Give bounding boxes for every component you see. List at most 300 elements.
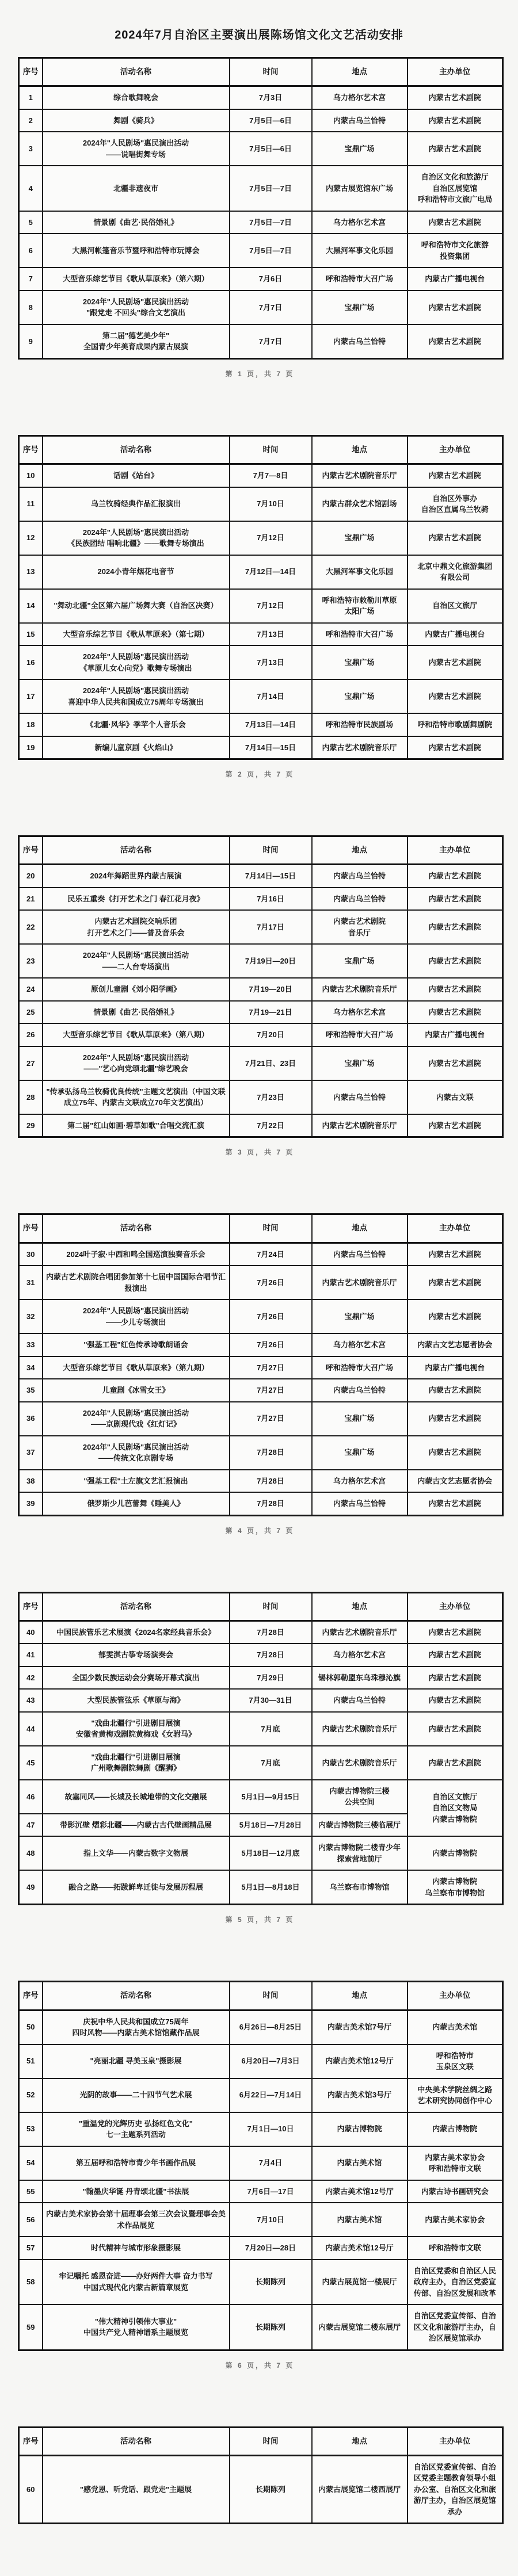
cell-organizer: 内蒙古美术家协会 xyxy=(407,2203,503,2237)
cell-place: 呼和浩特市大召广场 xyxy=(312,1023,407,1046)
cell-activity-name: 庆祝中华人民共和国成立75周年 四时风物——内蒙古美术馆馆藏作品展 xyxy=(43,2010,230,2044)
column-header-col-activity-name: 活动名称 xyxy=(43,836,230,865)
cell-no: 34 xyxy=(19,1356,43,1379)
cell-time: 7月27日 xyxy=(230,1379,312,1402)
cell-no: 13 xyxy=(19,555,43,589)
cell-no: 21 xyxy=(19,888,43,911)
cell-time: 5月1日—9月15日 xyxy=(230,1780,312,1814)
cell-activity-name: 2024年"人民剧场"惠民演出活动 ——少儿专场演出 xyxy=(43,1300,230,1333)
cell-organizer: 内蒙古艺术剧院 xyxy=(407,291,503,324)
table-row xyxy=(19,109,503,132)
cell-no: 52 xyxy=(19,2078,43,2112)
cell-time: 7月24日 xyxy=(230,1243,312,1266)
table-row xyxy=(19,132,503,166)
cell-no: 1 xyxy=(19,86,43,109)
page-number-label: 第 5 页，共 7 页 xyxy=(225,1916,295,1924)
cell-place: 内蒙古博物院 xyxy=(312,2112,407,2146)
table-row xyxy=(19,86,503,109)
cell-no: 47 xyxy=(19,1814,43,1837)
table-row xyxy=(19,1436,503,1470)
table-row xyxy=(19,1836,503,1870)
cell-place: 宝鼎广场 xyxy=(312,1300,407,1333)
cell-organizer: 内蒙古艺术剧院 xyxy=(407,1667,503,1690)
cell-no: 11 xyxy=(19,487,43,521)
cell-activity-name: 情景剧《曲艺·民俗婚礼》 xyxy=(43,211,230,234)
cell-activity-name: 全国少数民族运动会分赛场开幕式演出 xyxy=(43,1667,230,1690)
cell-place: 锡林郭勒盟东乌珠穆沁旗 xyxy=(312,1667,407,1690)
cell-time: 7月26日 xyxy=(230,1266,312,1300)
cell-time: 7月13日—14日 xyxy=(230,713,312,736)
table-row xyxy=(19,464,503,487)
cell-time: 7月28日 xyxy=(230,1470,312,1493)
cell-time: 7月13日 xyxy=(230,645,312,679)
table-body xyxy=(19,2455,503,2524)
cell-organizer: 北京中鼎文化旅游集团 有限公司 xyxy=(407,555,503,589)
cell-no: 55 xyxy=(19,2180,43,2203)
cell-place: 内蒙古乌兰恰特 xyxy=(312,1492,407,1515)
cell-no: 23 xyxy=(19,944,43,978)
cell-time: 7月10日 xyxy=(230,487,312,521)
table-body xyxy=(19,2010,503,2350)
cell-time: 7月7日 xyxy=(230,324,312,359)
table-header xyxy=(19,1982,503,2010)
cell-place: 内蒙古乌兰恰特 xyxy=(312,324,407,359)
cell-activity-name: 故塞同风——长城及长城地带的文化交融展 xyxy=(43,1780,230,1814)
cell-place: 内蒙古博物院三楼临展厅 xyxy=(312,1814,407,1837)
cell-time: 7月19日—20日 xyxy=(230,944,312,978)
document-page-5 xyxy=(18,1592,502,1925)
table-body xyxy=(19,464,503,759)
cell-place: 内蒙古展览馆东广场 xyxy=(312,166,407,211)
cell-organizer: 内蒙古广播电视台 xyxy=(407,267,503,291)
cell-organizer: 中央美术学院丝绸之路 艺术研究协同创作中心 xyxy=(407,2078,503,2112)
cell-no: 8 xyxy=(19,291,43,324)
cell-no: 39 xyxy=(19,1492,43,1515)
table-row xyxy=(19,2146,503,2180)
document-page-1 xyxy=(18,57,502,379)
cell-organizer: 内蒙古艺术剧院 xyxy=(407,1379,503,1402)
column-header-col-place: 地点 xyxy=(312,1982,407,2010)
cell-activity-name: 俄罗斯少儿芭蕾舞《睡美人》 xyxy=(43,1492,230,1515)
cell-organizer: 内蒙古文联 xyxy=(407,1080,503,1114)
column-header-col-no: 序号 xyxy=(19,1982,43,2010)
column-header-col-no: 序号 xyxy=(19,1592,43,1620)
cell-no: 40 xyxy=(19,1620,43,1644)
cell-place: 内蒙古美术馆7号厅 xyxy=(312,2010,407,2044)
cell-organizer: 内蒙古艺术剧院 xyxy=(407,1644,503,1667)
table-row xyxy=(19,1667,503,1690)
cell-time: 7月1日—10日 xyxy=(230,2112,312,2146)
cell-activity-name: 大型音乐综艺节目《歌从草原来》（第九期） xyxy=(43,1356,230,1379)
column-header-col-organizer: 主办单位 xyxy=(407,1982,503,2010)
cell-place: 宝鼎广场 xyxy=(312,1046,407,1080)
cell-no: 56 xyxy=(19,2203,43,2237)
cell-activity-name: 大型民族管弦乐《草原与海》 xyxy=(43,1689,230,1712)
cell-place: 大黑河军事文化乐园 xyxy=(312,234,407,267)
cell-no: 5 xyxy=(19,211,43,234)
cell-place: 宝鼎广场 xyxy=(312,1402,407,1436)
header-row xyxy=(19,2427,503,2455)
cell-no: 14 xyxy=(19,589,43,623)
cell-time: 7月5日—6日 xyxy=(230,132,312,166)
cell-time: 7月28日 xyxy=(230,1436,312,1470)
cell-time: 7月27日 xyxy=(230,1402,312,1436)
cell-organizer: 内蒙古艺术剧院 xyxy=(407,1402,503,1436)
cell-activity-name: 儿童剧《冰雪女王》 xyxy=(43,1379,230,1402)
cell-organizer: 呼和浩特市文联 xyxy=(407,2237,503,2260)
cell-no: 28 xyxy=(19,1080,43,1114)
cell-activity-name: 原创儿童剧《刘小阳学画》 xyxy=(43,978,230,1001)
column-header-col-place: 地点 xyxy=(312,58,407,86)
table-row xyxy=(19,2455,503,2524)
cell-place: 内蒙古艺术剧院音乐厅 xyxy=(312,736,407,759)
table-body xyxy=(19,1243,503,1515)
column-header-col-time: 时间 xyxy=(230,58,312,86)
cell-time: 7月28日 xyxy=(230,1644,312,1667)
cell-no: 35 xyxy=(19,1379,43,1402)
cell-place: 呼和浩特市大召广场 xyxy=(312,623,407,646)
cell-time: 7月29日 xyxy=(230,1667,312,1690)
header-row xyxy=(19,58,503,86)
table-row xyxy=(19,267,503,291)
schedule-table xyxy=(18,2426,504,2525)
cell-organizer: 内蒙古美术馆 xyxy=(407,2010,503,2044)
cell-place: 呼和浩特市大召广场 xyxy=(312,267,407,291)
cell-place: 内蒙古博物院三楼 公共空间 xyxy=(312,1780,407,1814)
cell-activity-name: 情景剧《曲艺·民俗婚礼》 xyxy=(43,1001,230,1024)
cell-no: 54 xyxy=(19,2146,43,2180)
table-row xyxy=(19,521,503,555)
cell-time: 7月22日 xyxy=(230,1114,312,1137)
cell-no: 37 xyxy=(19,1436,43,1470)
table-row xyxy=(19,1712,503,1746)
document-page-4 xyxy=(18,1213,502,1535)
table-row xyxy=(19,910,503,944)
page-number-label: 第 3 页，共 7 页 xyxy=(225,1148,295,1157)
cell-activity-name: 2024年"人民剧场"惠民演出活动 《草原儿女心向党》歌舞专场演出 xyxy=(43,645,230,679)
table-body xyxy=(19,865,503,1137)
cell-activity-name: 民乐五重奏《打开艺术之门 春江花月夜》 xyxy=(43,888,230,911)
cell-no: 53 xyxy=(19,2112,43,2146)
header-row xyxy=(19,435,503,464)
column-header-col-no: 序号 xyxy=(19,58,43,86)
table-body xyxy=(19,1620,503,1905)
cell-no: 49 xyxy=(19,1870,43,1905)
cell-time: 7月6日—17日 xyxy=(230,2180,312,2203)
cell-time: 7月20日—28日 xyxy=(230,2237,312,2260)
cell-time: 7月14日 xyxy=(230,679,312,713)
cell-time: 7月底 xyxy=(230,1712,312,1746)
cell-organizer: 内蒙古广播电视台 xyxy=(407,623,503,646)
cell-organizer: 自治区外事办 自治区直属乌兰牧骑 xyxy=(407,487,503,521)
cell-no: 58 xyxy=(19,2260,43,2305)
table-header xyxy=(19,1592,503,1620)
table-row xyxy=(19,1746,503,1780)
cell-organizer: 自治区党委和自治区人民政府主办，自治区党委宣传部、自治区发展和改革 xyxy=(407,2260,503,2305)
cell-activity-name: 内蒙古艺术剧院合唱团参加第十七届中国国际合唱节汇报演出 xyxy=(43,1266,230,1300)
page-number-label: 第 4 页，共 7 页 xyxy=(225,1526,295,1535)
cell-time: 6月22日—7月14日 xyxy=(230,2078,312,2112)
cell-activity-name: 2024小青年烟花电音节 xyxy=(43,555,230,589)
cell-place: 内蒙古乌兰恰特 xyxy=(312,1080,407,1114)
cell-organizer: 内蒙古艺术剧院 xyxy=(407,1436,503,1470)
cell-no: 33 xyxy=(19,1333,43,1356)
cell-place: 内蒙古乌兰恰特 xyxy=(312,1243,407,1266)
cell-organizer: 内蒙古艺术剧院 xyxy=(407,1620,503,1644)
cell-place: 内蒙古艺术剧院音乐厅 xyxy=(312,464,407,487)
cell-no: 2 xyxy=(19,109,43,132)
cell-activity-name: "伟大精神引领伟大事业" 中国共产党人精神谱系主题展览 xyxy=(43,2304,230,2350)
cell-activity-name: "传承弘扬乌兰牧骑优良传统"主题文艺演出（中国文联成立75年、内蒙古文联成立70年文艺演出） xyxy=(43,1080,230,1114)
column-header-col-time: 时间 xyxy=(230,836,312,865)
cell-place: 内蒙古美术馆12号厅 xyxy=(312,2237,407,2260)
table-row xyxy=(19,1470,503,1493)
cell-place: 内蒙古艺术剧院 音乐厅 xyxy=(312,910,407,944)
cell-time: 7月12日—14日 xyxy=(230,555,312,589)
table-row xyxy=(19,1300,503,1333)
cell-activity-name: 大型音乐综艺节目《歌从草原来》（第六期） xyxy=(43,267,230,291)
cell-organizer: 内蒙古艺术剧院 xyxy=(407,978,503,1001)
column-header-col-activity-name: 活动名称 xyxy=(43,1592,230,1620)
cell-activity-name: 2024年"人民剧场"惠民演出活动 ——京剧现代戏《红灯记》 xyxy=(43,1402,230,1436)
cell-place: 内蒙古艺术剧院音乐厅 xyxy=(312,1712,407,1746)
table-row xyxy=(19,1379,503,1402)
cell-place: 内蒙古展览馆一楼展厅 xyxy=(312,2260,407,2305)
column-header-col-place: 地点 xyxy=(312,2427,407,2455)
cell-place: 宝鼎广场 xyxy=(312,645,407,679)
cell-organizer: 内蒙古艺术剧院 xyxy=(407,86,503,109)
cell-time: 7月4日 xyxy=(230,2146,312,2180)
cell-place: 乌兰察布市博物馆 xyxy=(312,1870,407,1905)
column-header-col-no: 序号 xyxy=(19,836,43,865)
cell-organizer: 内蒙古艺术剧院 xyxy=(407,132,503,166)
header-row xyxy=(19,1592,503,1620)
cell-time: 5月1日—8月18日 xyxy=(230,1870,312,1905)
cell-place: 内蒙古乌兰恰特 xyxy=(312,109,407,132)
cell-organizer: 自治区文化和旅游厅 自治区展览馆 呼和浩特市文旅广电局 xyxy=(407,166,503,211)
cell-place: 乌力格尔艺术宫 xyxy=(312,1644,407,1667)
cell-organizer: 自治区党委宣传部、自治区文化和旅游厅主办，自治区展览馆承办 xyxy=(407,2304,503,2350)
cell-organizer: 呼和浩特市歌剧舞剧院 xyxy=(407,713,503,736)
cell-organizer: 内蒙古艺术剧院 xyxy=(407,1712,503,1746)
pages-container xyxy=(0,57,518,2524)
cell-place: 乌力格尔艺术宫 xyxy=(312,86,407,109)
header-row xyxy=(19,1214,503,1243)
cell-time: 7月14日—15日 xyxy=(230,736,312,759)
cell-place: 宝鼎广场 xyxy=(312,944,407,978)
cell-activity-name: 2024叶子寂·中西和鸣全国巡演独奏音乐会 xyxy=(43,1243,230,1266)
table-row xyxy=(19,1492,503,1515)
cell-activity-name: 牢记嘱托 感恩奋进——办好两件大事 奋力书写 中国式现代化内蒙古新篇章展览 xyxy=(43,2260,230,2305)
table-row xyxy=(19,865,503,888)
cell-place: 乌力格尔艺术宫 xyxy=(312,211,407,234)
column-header-col-time: 时间 xyxy=(230,435,312,464)
cell-place: 乌力格尔艺术宫 xyxy=(312,1470,407,1493)
cell-organizer: 内蒙古艺术剧院 xyxy=(407,1114,503,1137)
cell-time: 7月5日—7日 xyxy=(230,234,312,267)
cell-time: 7月12日 xyxy=(230,589,312,623)
cell-activity-name: 2024年"人民剧场"惠民演出活动 ——传统文化京剧专场 xyxy=(43,1436,230,1470)
table-row xyxy=(19,1023,503,1046)
cell-no: 48 xyxy=(19,1836,43,1870)
cell-no: 15 xyxy=(19,623,43,646)
table-row xyxy=(19,1356,503,1379)
cell-organizer: 内蒙古艺术剧院 xyxy=(407,1492,503,1515)
column-header-col-time: 时间 xyxy=(230,2427,312,2455)
cell-activity-name: 大型音乐综艺节目《歌从草原来》（第七期） xyxy=(43,623,230,646)
table-row xyxy=(19,2078,503,2112)
table-row xyxy=(19,736,503,759)
cell-organizer: 内蒙古艺术剧院 xyxy=(407,464,503,487)
cell-organizer: 内蒙古艺术剧院 xyxy=(407,679,503,713)
cell-organizer: 呼和浩特市文化旅游 投资集团 xyxy=(407,234,503,267)
table-row xyxy=(19,1620,503,1644)
cell-time: 7月28日 xyxy=(230,1620,312,1644)
column-header-col-organizer: 主办单位 xyxy=(407,836,503,865)
cell-activity-name: 带影沉壁 熠彩北疆——内蒙古古代壁画精品展 xyxy=(43,1814,230,1837)
cell-place: 内蒙古乌兰恰特 xyxy=(312,888,407,911)
cell-time: 7月17日 xyxy=(230,910,312,944)
table-row xyxy=(19,1046,503,1080)
column-header-col-time: 时间 xyxy=(230,1214,312,1243)
table-row xyxy=(19,589,503,623)
cell-no: 12 xyxy=(19,521,43,555)
cell-activity-name: "感党恩、听党话、跟党走"主题展 xyxy=(43,2455,230,2524)
cell-place: 内蒙古艺术剧院音乐厅 xyxy=(312,1746,407,1780)
cell-place: 内蒙古艺术剧院音乐厅 xyxy=(312,1620,407,1644)
cell-no: 27 xyxy=(19,1046,43,1080)
cell-time: 7月16日 xyxy=(230,888,312,911)
cell-no: 18 xyxy=(19,713,43,736)
cell-place: 内蒙古乌兰恰特 xyxy=(312,1689,407,1712)
table-row xyxy=(19,2260,503,2305)
cell-no: 30 xyxy=(19,1243,43,1266)
cell-no: 16 xyxy=(19,645,43,679)
cell-activity-name: 2024年"人民剧场"惠民演出活动 ——二人台专场演出 xyxy=(43,944,230,978)
table-row xyxy=(19,1001,503,1024)
cell-no: 31 xyxy=(19,1266,43,1300)
cell-place: 内蒙古美术馆12号厅 xyxy=(312,2180,407,2203)
table-row xyxy=(19,487,503,521)
cell-activity-name: 第五届呼和浩特市青少年书画作品展 xyxy=(43,2146,230,2180)
cell-time: 7月7—8日 xyxy=(230,464,312,487)
cell-place: 呼和浩特市敕勒川草原 太阳广场 xyxy=(312,589,407,623)
cell-no: 20 xyxy=(19,865,43,888)
cell-place: 内蒙古美术馆 xyxy=(312,2146,407,2180)
cell-place: 乌力格尔艺术宫 xyxy=(312,1333,407,1356)
cell-time: 7月26日 xyxy=(230,1333,312,1356)
cell-time: 7月30—31日 xyxy=(230,1689,312,1712)
cell-organizer: 内蒙古艺术剧院 xyxy=(407,1243,503,1266)
table-row xyxy=(19,1243,503,1266)
cell-activity-name: 2024年"人民剧场"惠民演出活动 《民族团结 唱响北疆》——歌舞专场演出 xyxy=(43,521,230,555)
cell-time: 长期陈列 xyxy=(230,2455,312,2524)
cell-time: 7月5日—7日 xyxy=(230,211,312,234)
cell-place: 宝鼎广场 xyxy=(312,132,407,166)
table-header xyxy=(19,2427,503,2455)
cell-organizer: 呼和浩特市 玉泉区文联 xyxy=(407,2044,503,2078)
cell-organizer: 内蒙古文艺志愿者协会 xyxy=(407,1333,503,1356)
cell-time: 7月23日 xyxy=(230,1080,312,1114)
cell-no: 3 xyxy=(19,132,43,166)
column-header-col-no: 序号 xyxy=(19,2427,43,2455)
column-header-col-activity-name: 活动名称 xyxy=(43,435,230,464)
cell-organizer: 内蒙古艺术剧院 xyxy=(407,1266,503,1300)
table-row xyxy=(19,623,503,646)
cell-place: 内蒙古展览馆二楼西展厅 xyxy=(312,2455,407,2524)
cell-no: 4 xyxy=(19,166,43,211)
cell-place: 内蒙古美术馆 xyxy=(312,2203,407,2237)
table-row xyxy=(19,1333,503,1356)
cell-time: 7月19—20日 xyxy=(230,978,312,1001)
column-header-col-organizer: 主办单位 xyxy=(407,435,503,464)
cell-time: 7月7日 xyxy=(230,291,312,324)
table-header xyxy=(19,435,503,464)
column-header-col-time: 时间 xyxy=(230,1592,312,1620)
cell-no: 57 xyxy=(19,2237,43,2260)
cell-activity-name: 《北疆·风华》季苹个人音乐会 xyxy=(43,713,230,736)
cell-time: 7月5日—6日 xyxy=(230,109,312,132)
schedule-table xyxy=(18,435,504,760)
cell-activity-name: 中国民族管乐艺术展演《2024名家经典音乐会》 xyxy=(43,1620,230,1644)
cell-place: 内蒙古艺术剧院音乐厅 xyxy=(312,1266,407,1300)
cell-organizer: 内蒙古艺术剧院 xyxy=(407,888,503,911)
cell-no: 50 xyxy=(19,2010,43,2044)
header-row xyxy=(19,836,503,865)
schedule-table xyxy=(18,57,504,360)
cell-place: 宝鼎广场 xyxy=(312,1436,407,1470)
column-header-col-place: 地点 xyxy=(312,1592,407,1620)
cell-activity-name: 舞剧《骑兵》 xyxy=(43,109,230,132)
cell-activity-name: 话剧《站台》 xyxy=(43,464,230,487)
cell-activity-name: 大黑河帐篷音乐节暨呼和浩特市玩博会 xyxy=(43,234,230,267)
cell-activity-name: "亮丽北疆 寻美玉泉"摄影展 xyxy=(43,2044,230,2078)
cell-activity-name: 融合之路——拓跋鲜卑迁徙与发展历程展 xyxy=(43,1870,230,1905)
cell-no: 6 xyxy=(19,234,43,267)
cell-no: 60 xyxy=(19,2455,43,2524)
table-header xyxy=(19,1214,503,1243)
cell-place: 内蒙古美术馆3号厅 xyxy=(312,2078,407,2112)
document-page-2 xyxy=(18,435,502,779)
cell-place: 宝鼎广场 xyxy=(312,679,407,713)
cell-no: 46 xyxy=(19,1780,43,1814)
table-row xyxy=(19,713,503,736)
cell-organizer: 内蒙古博物院 xyxy=(407,1836,503,1870)
column-header-col-organizer: 主办单位 xyxy=(407,58,503,86)
cell-place: 内蒙古艺术剧院音乐厅 xyxy=(312,978,407,1001)
cell-time: 7月21日、23日 xyxy=(230,1046,312,1080)
table-row xyxy=(19,679,503,713)
cell-no: 45 xyxy=(19,1746,43,1780)
cell-place: 内蒙古乌兰恰特 xyxy=(312,865,407,888)
cell-organizer: 内蒙古艺术剧院 xyxy=(407,944,503,978)
cell-no: 7 xyxy=(19,267,43,291)
table-header xyxy=(19,58,503,86)
cell-no: 44 xyxy=(19,1712,43,1746)
table-row xyxy=(19,1266,503,1300)
cell-activity-name: 指上文华——内蒙古数字文物展 xyxy=(43,1836,230,1870)
cell-organizer: 内蒙古美术家协会 呼和浩特市文联 xyxy=(407,2146,503,2180)
table-row xyxy=(19,645,503,679)
document-page-3 xyxy=(18,835,502,1157)
cell-no: 36 xyxy=(19,1402,43,1436)
cell-organizer: 内蒙古艺术剧院 xyxy=(407,1046,503,1080)
cell-activity-name: 2024年"人民剧场"惠民演出活动 喜迎中华人民共和国成立75周年专场演出 xyxy=(43,679,230,713)
cell-place: 内蒙古美术馆12号厅 xyxy=(312,2044,407,2078)
cell-activity-name: 新编儿童京剧《火焰山》 xyxy=(43,736,230,759)
cell-activity-name: 光阴的故事——二十四节气艺术展 xyxy=(43,2078,230,2112)
cell-activity-name: "翰墨庆华诞 丹青颂北疆"书法展 xyxy=(43,2180,230,2203)
